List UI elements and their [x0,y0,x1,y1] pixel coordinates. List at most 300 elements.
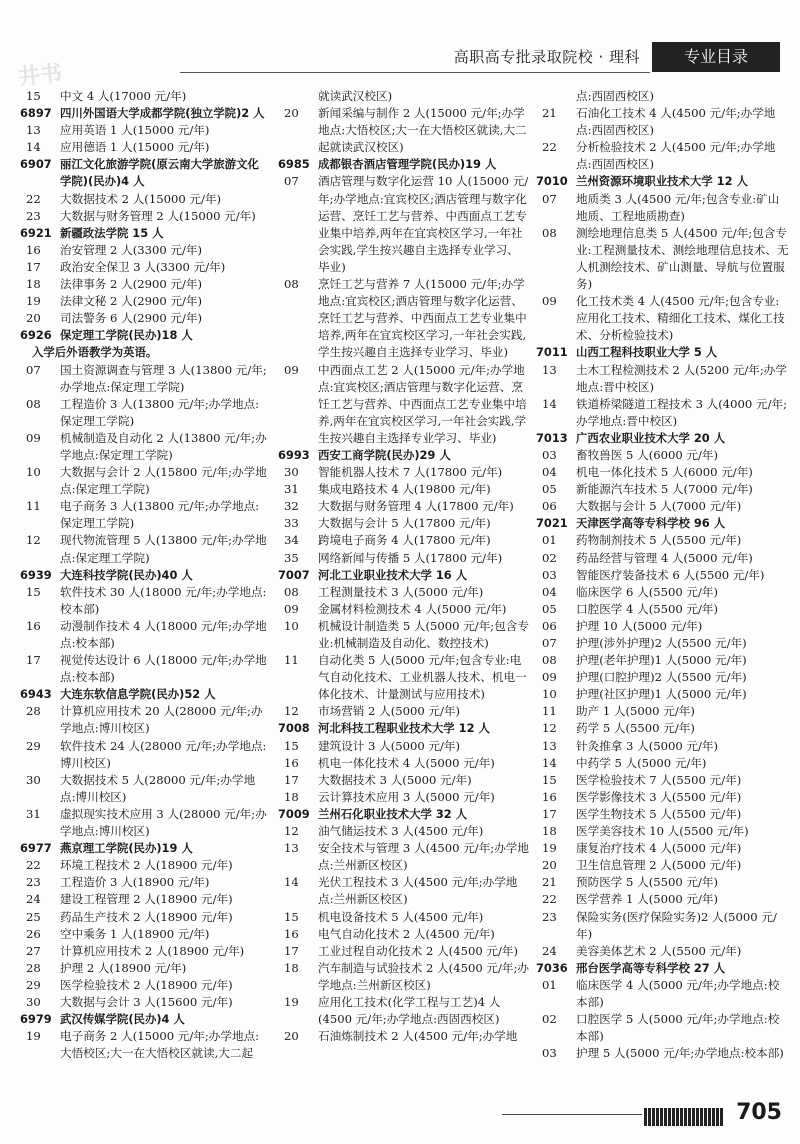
institution-code: 7008 [278,721,310,736]
program-entry [278,652,530,703]
program-code: 14 [542,396,557,411]
program-entry [536,772,790,789]
program-text: 机电设备技术 5 人(4500 元/年) [318,909,484,924]
program-text: 电气自动化技术 2 人(4500 元/年) [318,926,495,941]
program-text: 大数据技术 5 人(28000 元/年;办学地点:博川校区) [60,772,256,804]
program-entry [20,874,268,891]
program-code: 08 [542,225,557,240]
institution-heading [278,447,530,464]
program-code: 05 [542,601,557,616]
institution-heading [536,515,790,532]
program-text: 油气储运技术 3 人(4500 元/年) [318,824,484,839]
institution-note: 入学后外语教学为英语。 [32,345,158,360]
program-code: 19 [26,1029,41,1044]
program-entry [278,276,530,361]
program-text: 应用化工技术(化学工程与工艺)4 人(4500 元/年;办学地点:西固西校区) [318,994,501,1027]
program-code: 23 [26,875,41,890]
program-entry [278,1028,530,1045]
program-code: 14 [542,755,557,770]
program-code: 11 [26,499,41,514]
program-entry [536,362,790,396]
program-code: 30 [26,772,41,787]
program-text: 金属材料检测技术 4 人(5000 元/年) [318,601,507,616]
program-text: 工程造价 3 人(18900 元/年) [60,875,210,890]
institution-name: 河北工业职业技术大学 16 人 [318,567,468,582]
program-text: 测绘地理信息类 5 人(4500 元/年;包含专业:工程测量技术、测绘地理信息技术、无人机测绘技术、矿山测量、导航与位置服务) [576,225,789,292]
program-code: 11 [284,653,299,668]
program-text: 智能机器人技术 7 人(17800 元/年) [318,465,503,480]
institution-heading [278,720,530,737]
program-code: 24 [542,943,557,958]
institution-code: 6907 [20,157,52,172]
program-entry [536,601,790,618]
program-entry [20,88,268,105]
program-entry [278,789,530,806]
program-entry [536,567,790,584]
program-code: 34 [284,533,299,548]
institution-name: 保定理工学院(民办)18 人 [60,328,193,343]
institution-name: 成都银杏酒店管理学院(民办)19 人 [318,157,497,172]
program-code: 09 [284,601,299,616]
program-code: 17 [284,772,299,787]
program-code [536,88,576,105]
program-entry [536,139,790,173]
program-text: 工业过程自动化技术 2 人(4500 元/年) [318,943,519,958]
program-text: 大数据与会计 5 人(7000 元/年) [576,499,742,514]
program-entry [278,105,530,156]
footer-bar-pattern [644,1108,724,1126]
program-entry [20,208,268,225]
program-code: 35 [284,550,299,565]
program-entry [278,550,530,567]
program-entry [536,396,790,430]
program-code: 22 [26,191,41,206]
institution-code: 7011 [536,345,568,360]
institution-name: 邢台医学高等专科学校 27 人 [576,960,726,975]
program-entry [278,703,530,720]
program-entry [278,755,530,772]
program-entry [278,738,530,755]
institution-name: 河北科技工程职业技术大学 12 人 [318,721,490,736]
program-code: 19 [542,841,557,856]
program-text: 石油炼制技术 2 人(4500 元/年;办学地 [318,1029,518,1044]
program-text: 护理(涉外护理)2 人(5500 元/年) [576,636,747,650]
program-code: 22 [542,892,557,907]
program-entry [536,635,790,652]
program-text: 建筑设计 3 人(5000 元/年) [318,738,461,753]
program-text: 医学营养 1 人(5000 元/年) [576,892,719,907]
program-text: 医学检验技术 7 人(5500 元/年) [576,772,742,787]
program-entry [20,276,268,293]
program-text: 机电一体化技术 5 人(6000 元/年) [576,465,753,480]
program-code: 10 [26,465,41,480]
program-text: 司法警务 6 人(2900 元/年) [60,311,203,326]
program-text: 机械制造及自动化 2 人(13800 元/年;办学地点:保定理工学院) [60,430,267,462]
institution-heading [20,840,268,857]
institution-name: 丽江文化旅游学院(原云南大学旅游文化学院)(民办)4 人 [60,157,259,189]
program-entry [20,738,268,772]
program-entry [20,122,268,139]
program-entry [20,259,268,276]
program-text: 助产 1 人(5000 元/年) [576,704,695,719]
institution-heading [278,806,530,823]
program-code: 31 [26,806,41,821]
program-entry [20,464,268,498]
program-entry [278,909,530,926]
program-text: 智能医疗装备技术 6 人(5500 元/年) [576,567,765,582]
program-code: 23 [542,909,557,924]
program-entry [536,584,790,601]
program-text: 计算机应用技术 20 人(28000 元/年;办学地点:博川校区) [60,704,263,736]
program-code: 02 [542,1012,557,1027]
program-code: 28 [26,960,41,975]
program-code: 12 [284,824,299,839]
program-entry [536,874,790,891]
program-text: 光伏工程技术 3 人(4500 元/年;办学地点:兰州新区校区) [318,875,518,907]
program-text: 大数据与会计 2 人(15800 元/年;办学地点:保定理工学院) [60,465,267,497]
program-text: 新能源汽车技术 5 人(7000 元/年) [576,482,753,497]
program-code: 29 [26,738,41,753]
program-code: 16 [542,789,557,804]
program-code: 16 [26,618,41,633]
program-text: 治安管理 2 人(3300 元/年) [60,242,203,257]
program-entry [536,789,790,806]
program-text: 集成电路技术 4 人(19800 元/年) [318,482,491,497]
program-text: 应用德语 1 人(15000 元/年) [60,140,210,155]
program-text: 国土资源调查与管理 3 人(13800 元/年;办学地点:保定理工学院) [60,362,267,394]
program-code: 07 [542,191,557,206]
program-code: 01 [542,533,557,548]
program-code: 24 [26,892,41,907]
program-code: 22 [542,140,557,155]
program-entry [20,1028,268,1062]
program-text: 护理 5 人(5000 元/年;办学地点:校本部) [576,1046,784,1061]
program-entry [20,396,268,430]
program-text: 口腔医学 5 人(5000 元/年;办学地点:校本部) [576,1012,780,1044]
program-text: 药品生产技术 2 人(18900 元/年) [60,909,233,924]
column-1 [20,88,268,1062]
program-text: 计算机应用技术 2 人(18900 元/年) [60,943,245,958]
program-code: 16 [284,926,299,941]
program-text: 大数据与财务管理 2 人(15000 元/年) [60,208,256,223]
program-entry [20,532,268,566]
program-text: 视觉传达设计 6 人(18000 元/年;办学地点:校本部) [60,653,267,685]
program-entry [20,891,268,908]
program-code: 18 [284,960,299,975]
program-text: 电子商务 3 人(13800 元/年;办学地点:保定理工学院) [60,499,260,531]
program-entry [20,584,268,618]
program-code: 33 [284,516,299,531]
program-text: 法律文秘 2 人(2900 元/年) [60,294,203,309]
program-entry [536,840,790,857]
program-code: 03 [542,567,557,582]
institution-heading [20,225,268,242]
program-code: 13 [284,841,299,856]
program-text: 就读武汉校区) [318,89,393,103]
institution-heading [20,1011,268,1028]
program-code: 09 [542,294,557,309]
program-code: 30 [26,994,41,1009]
program-entry [536,1011,790,1045]
program-entry [536,909,790,943]
program-code: 19 [284,994,299,1009]
program-text: 软件技术 30 人(18000 元/年;办学地点:校本部) [60,584,267,616]
program-text: 虚拟现实技术应用 3 人(28000 元/年;办学地点:博川校区) [60,806,267,839]
program-entry [20,909,268,926]
program-entry [278,481,530,498]
program-code: 18 [284,789,299,804]
program-code: 15 [542,772,557,787]
header-title: 高职高专批录取院校 · 理科 [453,48,640,66]
program-text: 化工技术类 4 人(4500 元/年;包含专业:应用化工技术、精细化工技术、煤化工技术、分析检验技术) [576,294,785,343]
program-code: 04 [542,584,557,599]
program-code: 19 [26,294,41,309]
institution-code: 6939 [20,567,52,582]
program-code: 01 [542,977,557,992]
program-entry [278,584,530,601]
program-entry [536,618,790,635]
page-header [0,42,800,76]
institution-name: 兰州资源环境职业技术大学 12 人 [576,174,748,189]
program-entry [278,926,530,943]
program-text: 口腔医学 4 人(5500 元/年) [576,601,719,616]
program-code: 21 [542,875,557,890]
program-code [278,88,318,105]
institution-code: 7010 [536,174,568,189]
program-entry [278,840,530,874]
institution-name: 燕京理工学院(民办)19 人 [60,841,193,856]
program-code: 07 [26,362,41,377]
program-code: 18 [26,277,41,292]
institution-name: 西安工商学院(民办)29 人 [318,447,451,462]
program-code: 15 [26,89,41,103]
program-entry [536,669,790,686]
program-entry [20,498,268,532]
program-entry [278,88,530,105]
program-text: 中药学 5 人(5000 元/年) [576,755,707,770]
program-code: 17 [26,653,41,668]
institution-code: 6993 [278,447,310,462]
program-text: 大数据与会计 5 人(17800 元/年) [318,516,491,531]
institution-name: 天津医学高等专科学校 96 人 [576,516,726,531]
program-entry [536,755,790,772]
program-text: 网络新闻与传播 5 人(17800 元/年) [318,550,503,565]
program-code: 11 [542,704,557,719]
program-code: 13 [542,738,557,753]
program-code: 08 [26,396,41,411]
program-code: 04 [542,465,557,480]
program-entry [20,310,268,327]
program-entry [278,498,530,515]
program-entry [536,686,790,703]
program-text: 护理 10 人(5000 元/年) [576,618,703,633]
program-entry [20,618,268,652]
program-text: 点:西固西校区) [576,89,654,103]
program-entry [536,652,790,669]
program-text: 卫生信息管理 2 人(5000 元/年) [576,858,742,873]
institution-heading [536,173,790,190]
program-text: 铁道桥梁隧道工程技术 3 人(4000 元/年;办学地点:晋中校区) [576,396,787,428]
program-text: 临床医学 4 人(5000 元/年;办学地点:校本部) [576,977,780,1009]
institution-code: 6979 [20,1012,52,1027]
program-entry [20,772,268,806]
program-code: 20 [26,311,41,326]
program-entry [536,191,790,225]
program-entry [536,823,790,840]
program-text: 政治安全保卫 3 人(3300 元/年) [60,259,226,274]
page-number: 705 [736,1100,782,1125]
program-text: 土木工程检测技术 2 人(5200 元/年;办学地点:晋中校区) [576,362,787,394]
institution-heading [278,567,530,584]
program-text: 电子商务 2 人(15000 元/年;办学地点:大悟校区;大一在大悟校区就读,大二起 [60,1029,260,1061]
program-code: 21 [542,106,557,121]
program-entry [536,720,790,737]
program-entry [536,806,790,823]
institution-heading [536,960,790,977]
program-text: 烹饪工艺与营养 7 人(15000 元/年;办学地点:宜宾校区;酒店管理与数字化运营、烹饪工艺与营养、中西面点工艺专业集中培养,两年在宜宾校区学习,一年社会实践,学生按兴趣自主选择专业学习、毕业) [318,277,527,360]
program-code: 15 [284,909,299,924]
program-entry [20,926,268,943]
program-text: 现代物流管理 5 人(13800 元/年;办学地点:保定理工学院) [60,533,267,565]
program-code: 15 [284,738,299,753]
program-text: 市场营销 2 人(5000 元/年) [318,704,461,719]
institution-code: 7009 [278,806,310,821]
program-text: 针灸推拿 3 人(5000 元/年) [576,738,719,753]
program-text: 医学检验技术 2 人(18900 元/年) [60,977,233,992]
program-code: 15 [26,584,41,599]
program-entry [536,293,790,344]
program-text: 药物制剂技术 5 人(5500 元/年) [576,533,742,548]
institution-heading [536,430,790,447]
program-text: 临床医学 6 人(5500 元/年) [576,584,719,599]
program-code: 07 [284,174,299,189]
program-code: 09 [542,670,557,685]
program-entry [20,703,268,737]
program-entry [20,139,268,156]
program-text: 畜牧兽医 5 人(6000 元/年) [576,447,719,462]
program-code: 27 [26,943,41,958]
institution-name: 大连东软信息学院(民办)52 人 [60,687,216,702]
institution-code: 7007 [278,567,310,582]
institution-code: 7013 [536,430,568,445]
program-text: 机械设计制造类 5 人(5000 元/年;包含专业:机械制造及自动化、数控技术) [318,618,529,650]
institution-heading [20,105,268,122]
program-code: 06 [542,499,557,514]
program-code: 25 [26,909,41,924]
program-text: 环境工程技术 2 人(18900 元/年) [60,858,233,873]
program-code: 31 [284,482,299,497]
program-text: 跨境电子商务 4 人(17800 元/年) [318,533,491,548]
program-entry [20,857,268,874]
program-code: 12 [284,704,299,719]
program-text: 保险实务(医疗保险实务)2 人(5000 元/年) [576,909,777,941]
institution-name: 武汉传媒学院(民办)4 人 [60,1012,185,1027]
program-text: 动漫制作技术 4 人(18000 元/年;办学地点:校本部) [60,618,267,650]
footer-rule [502,1114,642,1115]
institution-code: 7021 [536,516,568,531]
program-code: 12 [542,721,557,736]
program-code: 23 [26,208,41,223]
program-text: 美容美体艺术 2 人(5500 元/年) [576,943,742,958]
program-code: 20 [284,106,299,121]
program-entry [536,738,790,755]
institution-code: 6921 [20,225,52,240]
program-code: 10 [542,687,557,702]
program-entry [278,173,530,276]
program-entry [536,977,790,1011]
program-code: 18 [542,824,557,839]
program-code: 09 [26,430,41,445]
institution-name: 山西工程科技职业大学 5 人 [576,345,718,360]
program-entry [536,703,790,720]
program-entry [536,105,790,139]
program-code: 32 [284,499,299,514]
program-entry [278,601,530,618]
program-entry [278,823,530,840]
program-text: 护理(老年护理)1 人(5000 元/年) [576,653,747,668]
program-entry [278,960,530,994]
program-entry [20,652,268,686]
program-entry [536,498,790,515]
program-text: 医学影像技术 3 人(5500 元/年) [576,789,742,804]
program-entry [536,550,790,567]
program-code: 10 [284,618,299,633]
column-2 [278,88,530,1045]
program-text: 护理(社区护理)1 人(5000 元/年) [576,687,747,702]
program-entry [536,943,790,960]
program-code: 29 [26,977,41,992]
section-badge: 专业目录 [652,42,780,72]
program-text: 康复治疗技术 4 人(5000 元/年) [576,841,742,856]
program-entry [20,242,268,259]
program-text: 空中乘务 1 人(18900 元/年) [60,926,210,941]
program-text: 新闻采编与制作 2 人(15000 元/年;办学地点:大悟校区;大一在大悟校区就读,大二起就读武汉校区) [318,106,527,155]
program-code: 14 [26,140,41,155]
institution-heading [20,686,268,703]
program-text: 安全技术与管理 3 人(4500 元/年;办学地点:兰州新区校区) [318,841,529,873]
institution-heading [20,156,268,190]
program-code: 17 [284,943,299,958]
program-text: 药品经营与管理 4 人(5000 元/年) [576,550,753,565]
program-text: 护理 2 人(18900 元/年) [60,960,187,975]
program-entry [20,994,268,1011]
program-code: 02 [542,550,557,565]
institution-code: 6985 [278,157,310,172]
program-entry [278,994,530,1028]
program-text: 中西面点工艺 2 人(15000 元/年;办学地点:宜宾校区;酒店管理与数字化运营、烹饪工艺与营养、中西面点工艺专业集中培养,两年在宜宾校区学习,一年社会实践,学生按兴趣自主选择专业学习、毕业) [318,362,527,445]
institution-name: 广西农业职业技术大学 20 人 [576,430,726,445]
program-text: 大数据技术 3 人(5000 元/年) [318,772,472,787]
institution-code: 6926 [20,328,52,343]
program-entry [536,1045,790,1062]
program-entry [20,362,268,396]
program-text: 大数据技术 2 人(15000 元/年) [60,191,222,206]
institution-code: 6977 [20,841,52,856]
program-text: 应用英语 1 人(15000 元/年) [60,123,210,138]
program-code: 08 [284,584,299,599]
institution-heading [536,344,790,361]
program-text: 中文 4 人(17000 元/年) [60,89,187,103]
institution-code: 6943 [20,687,52,702]
program-entry [536,891,790,908]
program-entry [278,874,530,908]
institution-code: 6897 [20,106,52,121]
program-entry [278,362,530,447]
program-code: 20 [284,1029,299,1044]
program-code: 12 [26,533,41,548]
program-code: 03 [542,447,557,462]
column-3 [536,88,790,1062]
